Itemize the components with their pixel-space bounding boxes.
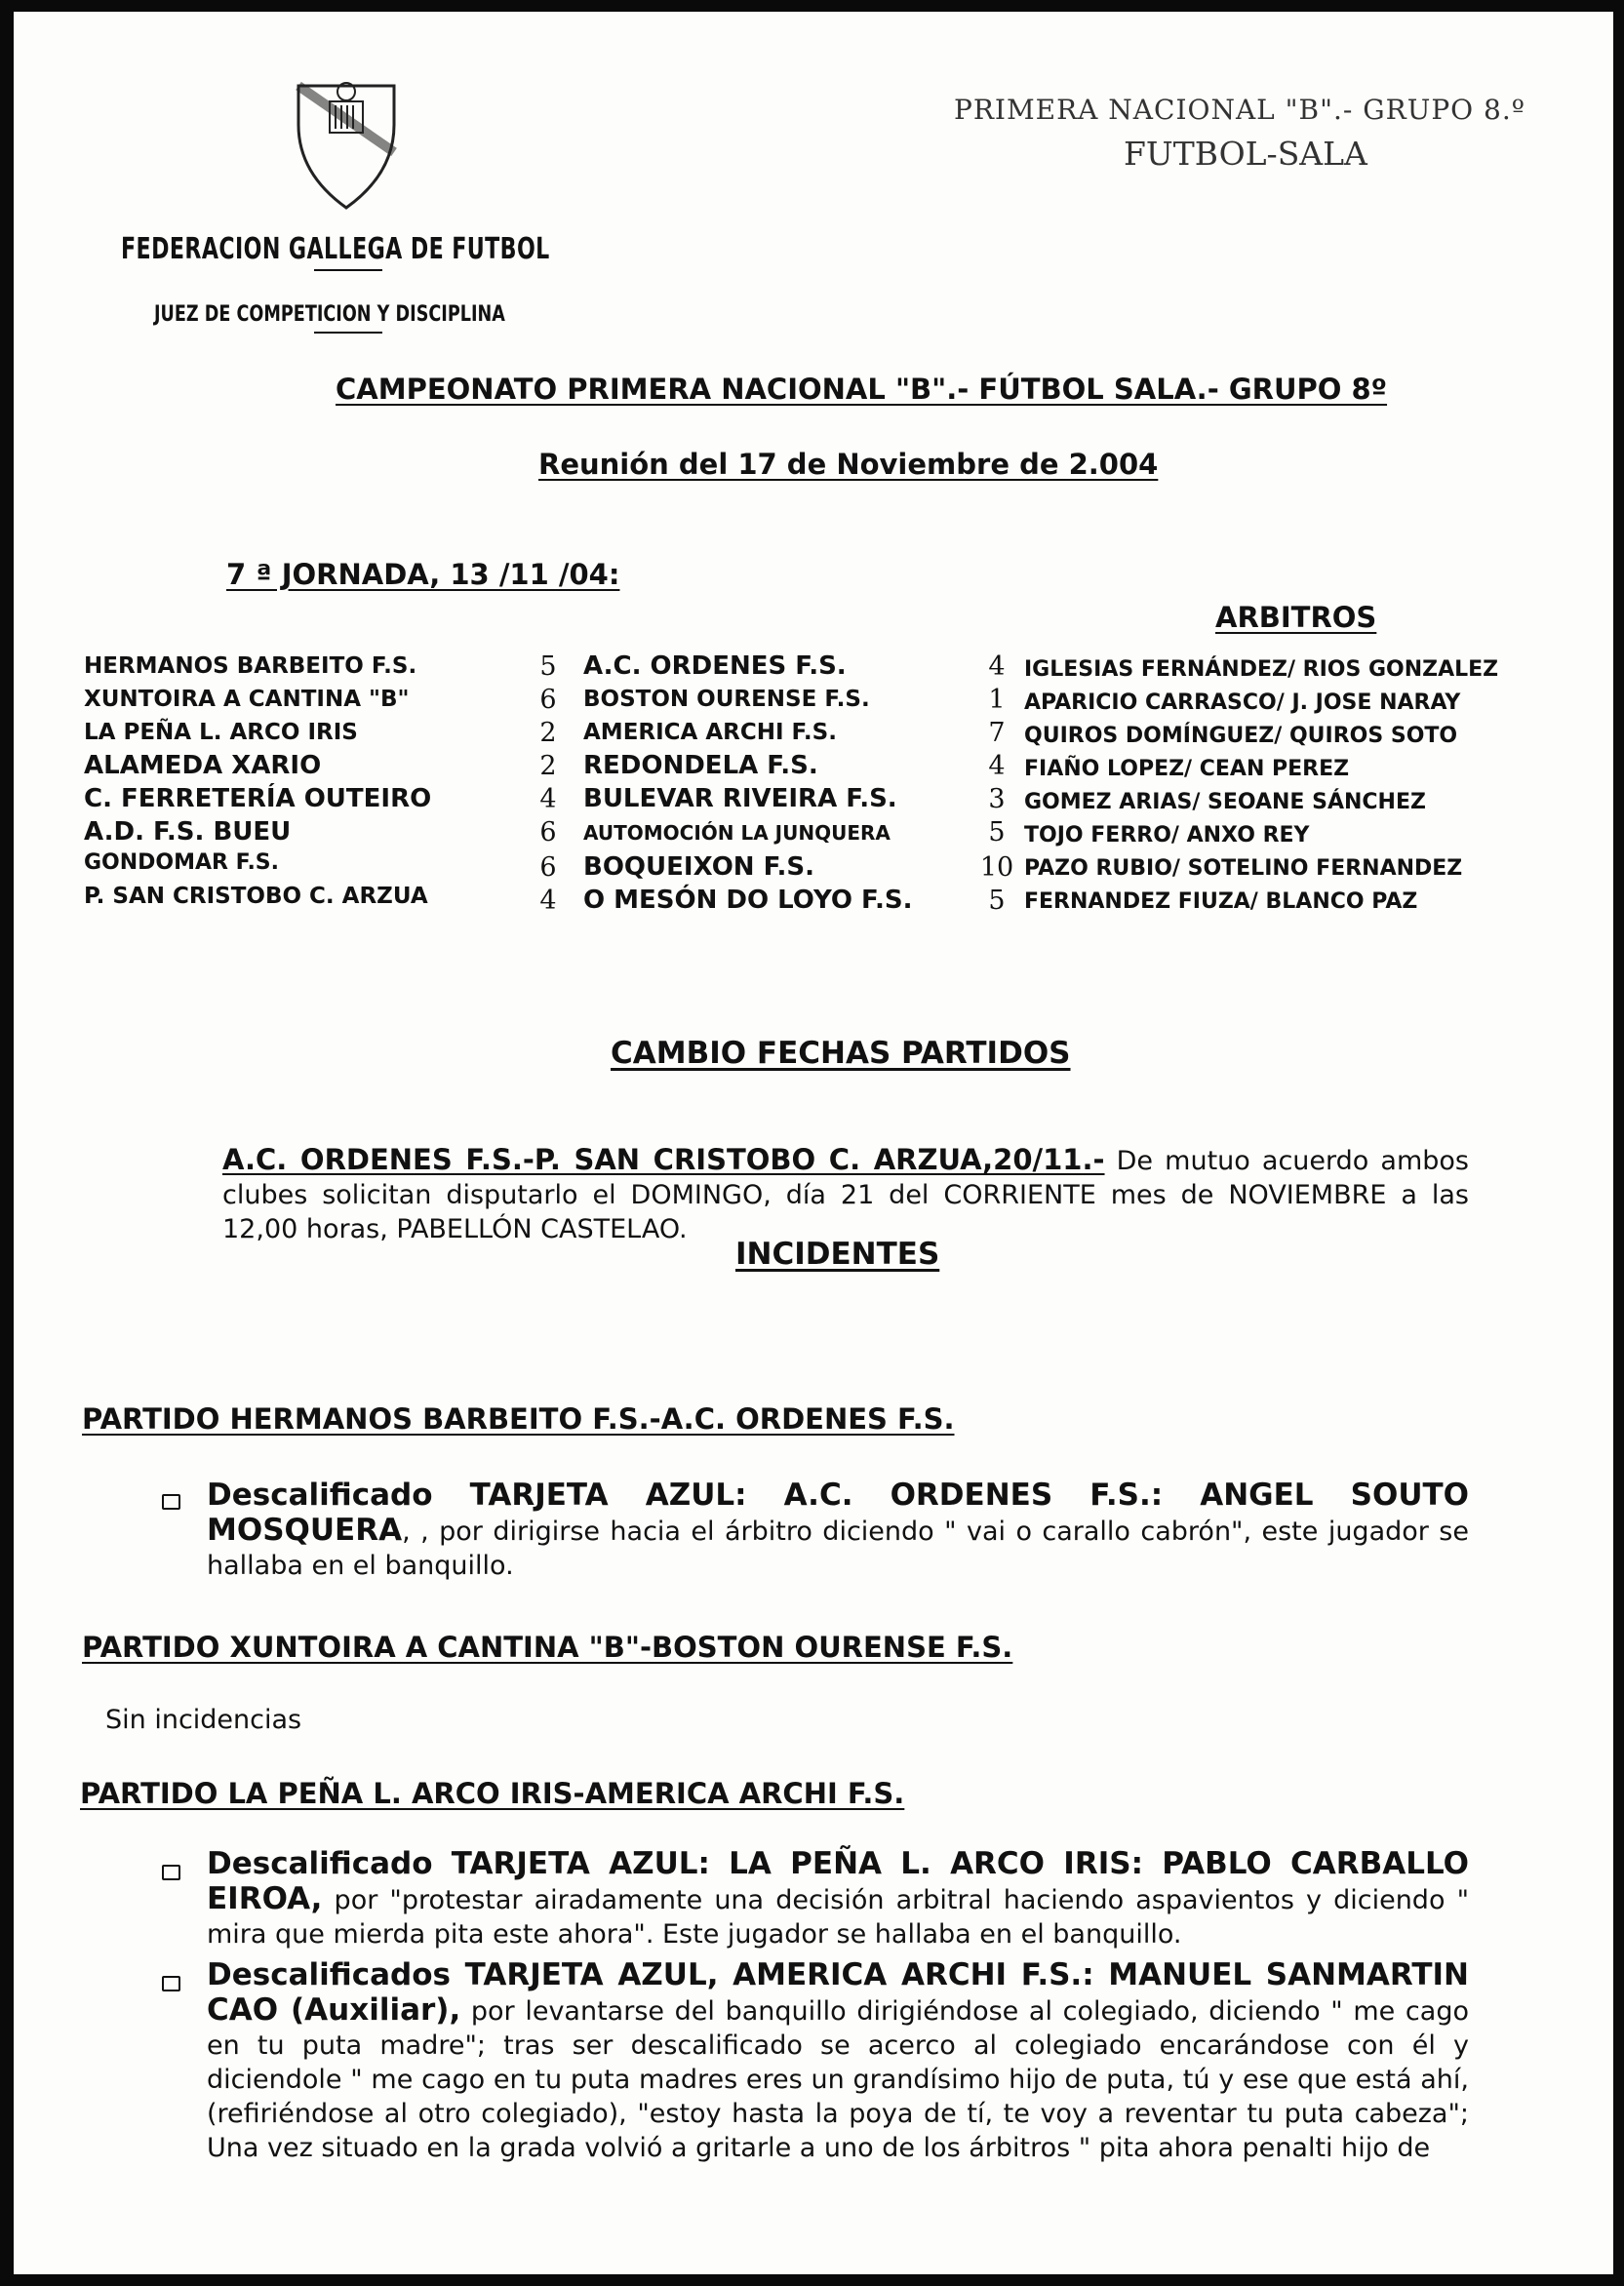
- jornada-heading: 7 ª JORNADA, 13 /11 /04:: [226, 558, 620, 591]
- referees: APARICIO CARRASCO/ J. JOSE NARAY: [1024, 690, 1461, 715]
- away-goals: 5: [988, 817, 1006, 847]
- referees-heading: ARBITROS: [1215, 601, 1377, 634]
- incident-item: [207, 1478, 1469, 1583]
- competition-line-1: PRIMERA NACIONAL "B".- GRUPO 8.º: [954, 94, 1525, 126]
- incident-description: por "protestar airadamente una decisión arbitral haciendo aspavientos y diciendo " mira que mierda pita este ahora". Este jugador se hallaba en el banquillo.: [207, 1885, 1469, 1950]
- incident-description: por levantarse del banquillo dirigiéndose al colegiado, diciendo " me cago en tu puta madre"; tras ser descalificado se acerco al colegiado encarándose con él y diciendole " me cago en tu puta madres eres un grandísimo hijo de puta, tú y ese que está ahí, (refiriéndose al otro colegiado), "estoy hasta la poya de tí, te voy a reventar tu puta cabeza"; Una vez situado en la grada volvió a gritarle a uno de los árbitros " pita ahora penalti hijo de: [207, 1996, 1469, 2163]
- incidents-heading: INCIDENTES: [735, 1237, 940, 1272]
- home-goals: 2: [539, 751, 557, 781]
- no-incidents-text: Sin incidencias: [105, 1705, 302, 1735]
- away-team: REDONDELA F.S.: [583, 751, 818, 780]
- meeting-date: Reunión del 17 de Noviembre de 2.004: [538, 448, 1159, 481]
- page-title: CAMPEONATO PRIMERA NACIONAL "B".- FÚTBOL SALA.- GRUPO 8º: [336, 373, 1388, 406]
- incident-sanction: Descalificado TARJETA AZUL: A.C. ORDENES F.S.: ANGEL SOUTO MOSQUERA: [207, 1478, 1469, 1548]
- referees: FERNANDEZ FIUZA/ BLANCO PAZ: [1024, 889, 1418, 914]
- away-goals: 3: [988, 784, 1006, 814]
- competition-line-2: FUTBOL-SALA: [1124, 135, 1367, 173]
- referees: TOJO FERRO/ ANXO REY: [1024, 823, 1310, 847]
- away-goals: 1: [988, 685, 1006, 715]
- date-change-paragraph: [222, 1143, 1469, 1246]
- referees: FIAÑO LOPEZ/ CEAN PEREZ: [1024, 757, 1350, 781]
- away-team: BOQUEIXON F.S.: [583, 852, 815, 882]
- home-team: C. FERRETERÍA OUTEIRO: [84, 784, 432, 813]
- home-team: A.D. F.S. BUEU: [84, 817, 292, 847]
- incident-sanction: Descalificado TARJETA AZUL: LA PEÑA L. ARCO IRIS: PABLO CARBALLO EIROA,: [207, 1846, 1469, 1916]
- referees: QUIROS DOMÍNGUEZ/ QUIROS SOTO: [1024, 724, 1458, 748]
- referees: GOMEZ ARIAS/ SEOANE SÁNCHEZ: [1024, 790, 1426, 814]
- incident-item: [207, 1847, 1469, 1951]
- away-goals: 10: [979, 852, 1014, 883]
- bullet-icon: [162, 1976, 180, 1991]
- judge-title: JUEZ DE COMPETICION Y DISCIPLINA: [154, 302, 505, 327]
- federation-name: FEDERACION GALLEGA DE FUTBOL: [121, 232, 550, 266]
- away-team: O MESÓN DO LOYO F.S.: [583, 886, 913, 915]
- away-team: A.C. ORDENES F.S.: [583, 651, 847, 681]
- away-goals: 7: [988, 718, 1006, 748]
- home-goals: 6: [539, 685, 557, 715]
- divider: [314, 332, 382, 334]
- away-team: AMERICA ARCHI F.S.: [583, 720, 837, 745]
- match-title: PARTIDO XUNTOIRA A CANTINA "B"-BOSTON OURENSE F.S.: [82, 1631, 1013, 1664]
- incident-item: [207, 1958, 1469, 2165]
- home-team: HERMANOS BARBEITO F.S.: [84, 653, 417, 679]
- date-change-heading: CAMBIO FECHAS PARTIDOS: [611, 1036, 1071, 1071]
- home-goals: 5: [539, 651, 557, 682]
- home-team: XUNTOIRA A CANTINA "B": [84, 687, 410, 712]
- away-goals: 4: [988, 751, 1006, 781]
- match-title: PARTIDO LA PEÑA L. ARCO IRIS-AMERICA ARCHI F.S.: [80, 1777, 905, 1810]
- bullet-icon: [162, 1494, 180, 1510]
- referees: PAZO RUBIO/ SOTELINO FERNANDEZ: [1024, 856, 1463, 881]
- home-team: GONDOMAR F.S.: [84, 850, 280, 875]
- match-title: PARTIDO HERMANOS BARBEITO F.S.-A.C. ORDENES F.S.: [82, 1402, 955, 1436]
- bullet-icon: [162, 1865, 180, 1880]
- home-team: P. SAN CRISTOBO C. ARZUA: [84, 884, 428, 909]
- away-team: BOSTON OURENSE F.S.: [583, 687, 870, 712]
- home-goals: 2: [539, 718, 557, 748]
- date-change-text: De mutuo acuerdo ambos clubes solicitan disputarlo el DOMINGO, día 21 del CORRIENTE mes de NOVIEMBRE a las 12,00 horas, PABELLÓN CASTELAO.: [222, 1146, 1469, 1244]
- home-goals: 6: [539, 817, 557, 847]
- home-goals: 4: [539, 886, 557, 916]
- federation-crest-icon: [293, 66, 400, 213]
- incident-sanction: Descalificados TARJETA AZUL, AMERICA ARCHI F.S.: MANUEL SANMARTIN CAO (Auxiliar),: [207, 1957, 1469, 2028]
- home-goals: 6: [539, 852, 557, 883]
- divider: [314, 269, 382, 271]
- document-page: [14, 12, 1613, 2274]
- date-change-match: A.C. ORDENES F.S.-P. SAN CRISTOBO C. ARZUA,20/11.-: [222, 1143, 1105, 1176]
- away-goals: 4: [988, 651, 1006, 682]
- home-team: ALAMEDA XARIO: [84, 751, 322, 780]
- referees: IGLESIAS FERNÁNDEZ/ RIOS GONZALEZ: [1024, 657, 1499, 682]
- away-team: BULEVAR RIVEIRA F.S.: [583, 784, 897, 813]
- home-goals: 4: [539, 784, 557, 814]
- away-team: AUTOMOCIÓN LA JUNQUERA: [583, 821, 891, 845]
- incident-description: , , por dirigirse hacia el árbitro diciendo " vai o carallo cabrón", este jugador se hallaba en el banquillo.: [207, 1517, 1469, 1581]
- away-goals: 5: [988, 886, 1006, 916]
- home-team: LA PEÑA L. ARCO IRIS: [84, 720, 358, 745]
